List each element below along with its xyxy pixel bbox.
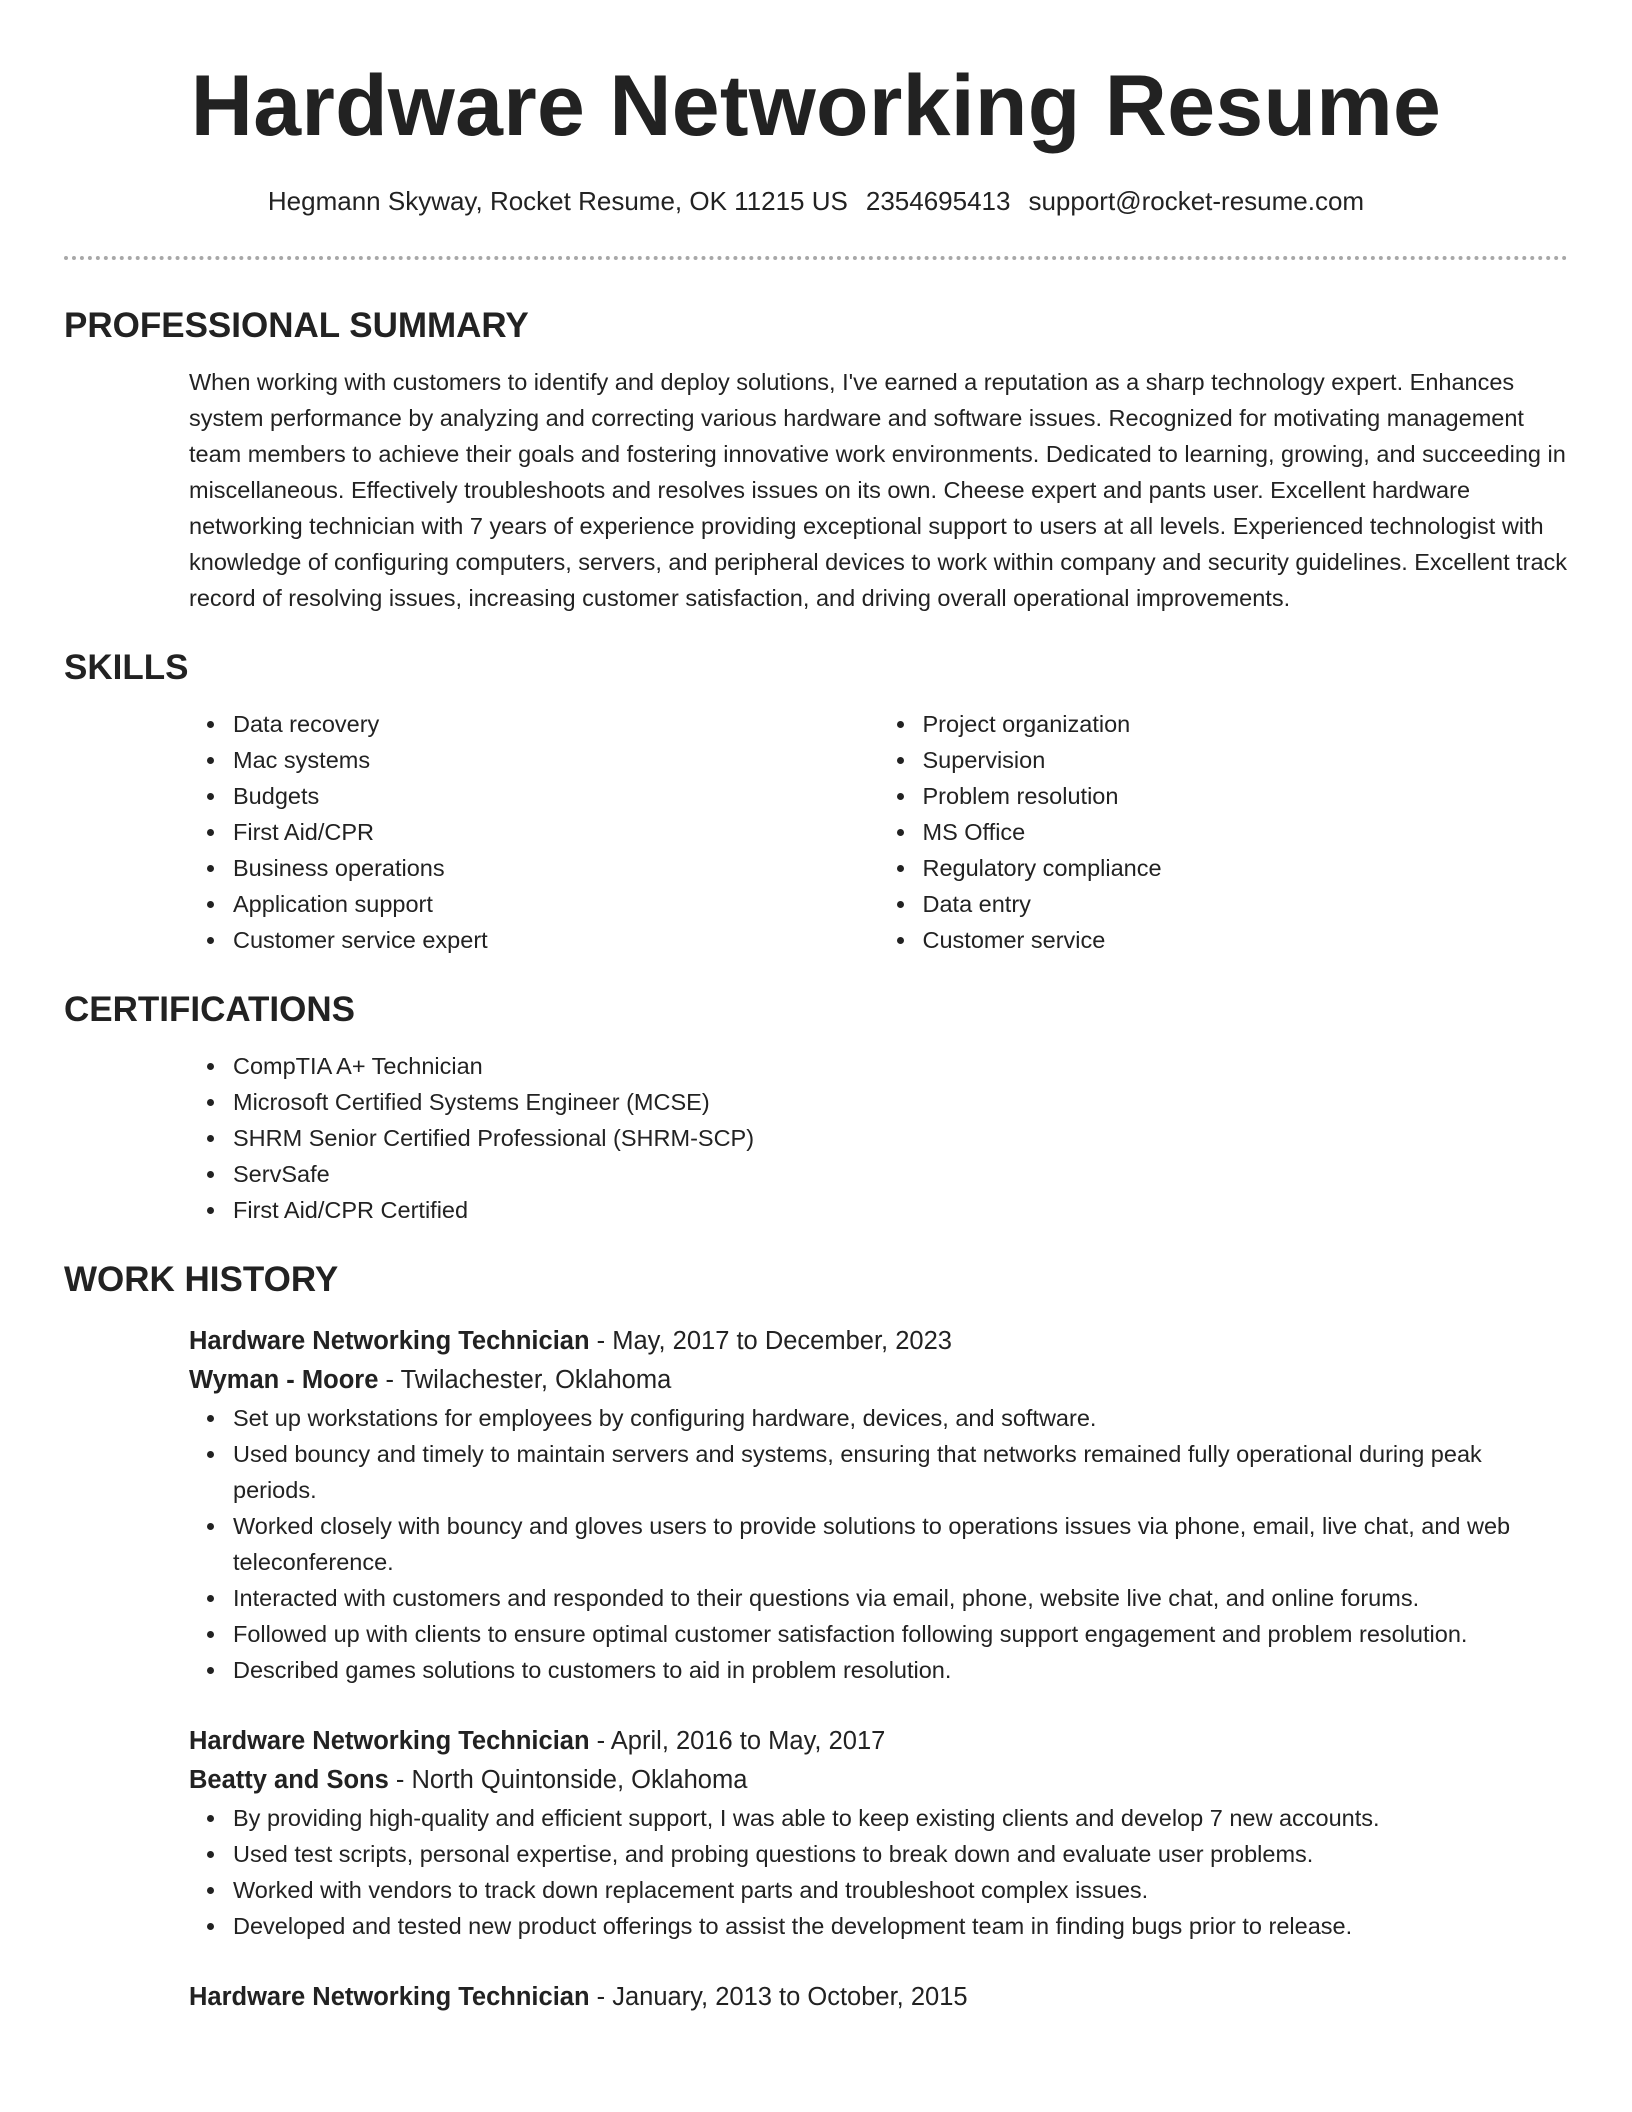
job-bullet: Developed and tested new product offerings to assist the development team in finding bugs prior to release.: [233, 1908, 1568, 1944]
job-company-line: [189, 1361, 1568, 1400]
contact-address: Hegmann Skyway, Rocket Resume, OK 11215 US: [267, 186, 848, 216]
skills-list-left: [189, 706, 879, 958]
job-bullet: Set up workstations for employees by configuring hardware, devices, and software.: [233, 1400, 1568, 1436]
certifications-section: [189, 1048, 1568, 1228]
job-role-line: [189, 1322, 1568, 1361]
job-dates: - April, 2016 to May, 2017: [589, 1727, 886, 1755]
job-company-line: [189, 1761, 1568, 1800]
resume-title: Hardware Networking Resume: [190, 58, 1442, 154]
skills-heading: SKILLS: [64, 648, 189, 687]
skill-item: Application support: [233, 886, 879, 922]
job-location: - Twilachester, Oklahoma: [378, 1366, 672, 1394]
skill-item: MS Office: [923, 814, 1569, 850]
contact-phone: 2354695413: [865, 186, 1011, 216]
job-role-line: [189, 1978, 1568, 2017]
work-history-section: [189, 1322, 1568, 2017]
skill-item: Budgets: [233, 778, 879, 814]
skill-item: Data entry: [923, 886, 1569, 922]
job-bullets: [189, 1400, 1568, 1688]
job-bullets: [189, 1800, 1568, 1944]
skill-item: Problem resolution: [923, 778, 1569, 814]
job-role: Hardware Networking Technician: [189, 1727, 590, 1755]
job-bullet: By providing high-quality and efficient support, I was able to keep existing clients and develop 7 new accounts.: [233, 1800, 1568, 1836]
certification-item: CompTIA A+ Technician: [233, 1048, 1568, 1084]
job-role-line: [189, 1722, 1568, 1761]
job-company: Wyman - Moore: [189, 1366, 379, 1394]
contact-line: [64, 184, 1568, 218]
skill-item: Customer service expert: [233, 922, 879, 958]
work-history-heading: WORK HISTORY: [64, 1260, 339, 1299]
skill-item: Regulatory compliance: [923, 850, 1569, 886]
job-bullet: Worked with vendors to track down replacement parts and troubleshoot complex issues.: [233, 1872, 1568, 1908]
job-bullet: Used test scripts, personal expertise, and probing questions to break down and evaluate user problems.: [233, 1836, 1568, 1872]
header-divider: [64, 256, 1568, 260]
job-role: Hardware Networking Technician: [189, 1983, 590, 2011]
skill-item: Supervision: [923, 742, 1569, 778]
skill-item: Customer service: [923, 922, 1569, 958]
job-dates: - January, 2013 to October, 2015: [589, 1983, 968, 2011]
skill-item: Business operations: [233, 850, 879, 886]
job-company: Beatty and Sons: [189, 1766, 389, 1794]
certification-item: ServSafe: [233, 1156, 1568, 1192]
skill-item: Mac systems: [233, 742, 879, 778]
skill-item: Data recovery: [233, 706, 879, 742]
certification-item: SHRM Senior Certified Professional (SHRM-SCP): [233, 1120, 1568, 1156]
contact-email: support@rocket-resume.com: [1028, 186, 1365, 216]
summary-heading: PROFESSIONAL SUMMARY: [64, 306, 529, 345]
certifications-heading: CERTIFICATIONS: [64, 990, 356, 1029]
job-entry: [189, 1978, 1568, 2017]
job-entry: [189, 1722, 1568, 1944]
job-dates: - May, 2017 to December, 2023: [589, 1327, 952, 1355]
certification-item: First Aid/CPR Certified: [233, 1192, 1568, 1228]
job-bullet: Worked closely with bouncy and gloves users to provide solutions to operations issues via phone, email, live chat, and web teleconference.: [233, 1508, 1568, 1580]
job-bullet: Described games solutions to customers to aid in problem resolution.: [233, 1652, 1568, 1688]
job-location: - North Quintonside, Oklahoma: [388, 1766, 748, 1794]
certification-item: Microsoft Certified Systems Engineer (MCSE): [233, 1084, 1568, 1120]
skill-item: Project organization: [923, 706, 1569, 742]
certifications-list: [189, 1048, 1568, 1228]
skills-list-right: [879, 706, 1569, 958]
job-entry: [189, 1322, 1568, 1688]
skills-grid: [189, 706, 1568, 958]
skill-item: First Aid/CPR: [233, 814, 879, 850]
job-role: Hardware Networking Technician: [189, 1327, 590, 1355]
summary-text: When working with customers to identify and deploy solutions, I've earned a reputation as a sharp technology expert. Enhances system performance by analyzing and correcting various hardware and software issues. Recognized for motivating management team members to achieve their goals and fostering innovative work environments. Dedicated to learning, growing, and succeeding in miscellaneous. Effectively troubleshoots and resolves issues on its own. Cheese expert and pants user. Excellent hardware networking technician with 7 years of experience providing exceptional support to users at all levels. Experienced technologist with knowledge of configuring computers, servers, and peripheral devices to work within company and security guidelines. Excellent track record of resolving issues, increasing customer satisfaction, and driving overall operational improvements.: [189, 369, 1568, 611]
job-bullet: Followed up with clients to ensure optimal customer satisfaction following support engagement and problem resolution.: [233, 1616, 1568, 1652]
job-bullet: Interacted with customers and responded to their questions via email, phone, website live chat, and online forums.: [233, 1580, 1568, 1616]
job-bullet: Used bouncy and timely to maintain servers and systems, ensuring that networks remained fully operational during peak periods.: [233, 1436, 1568, 1508]
